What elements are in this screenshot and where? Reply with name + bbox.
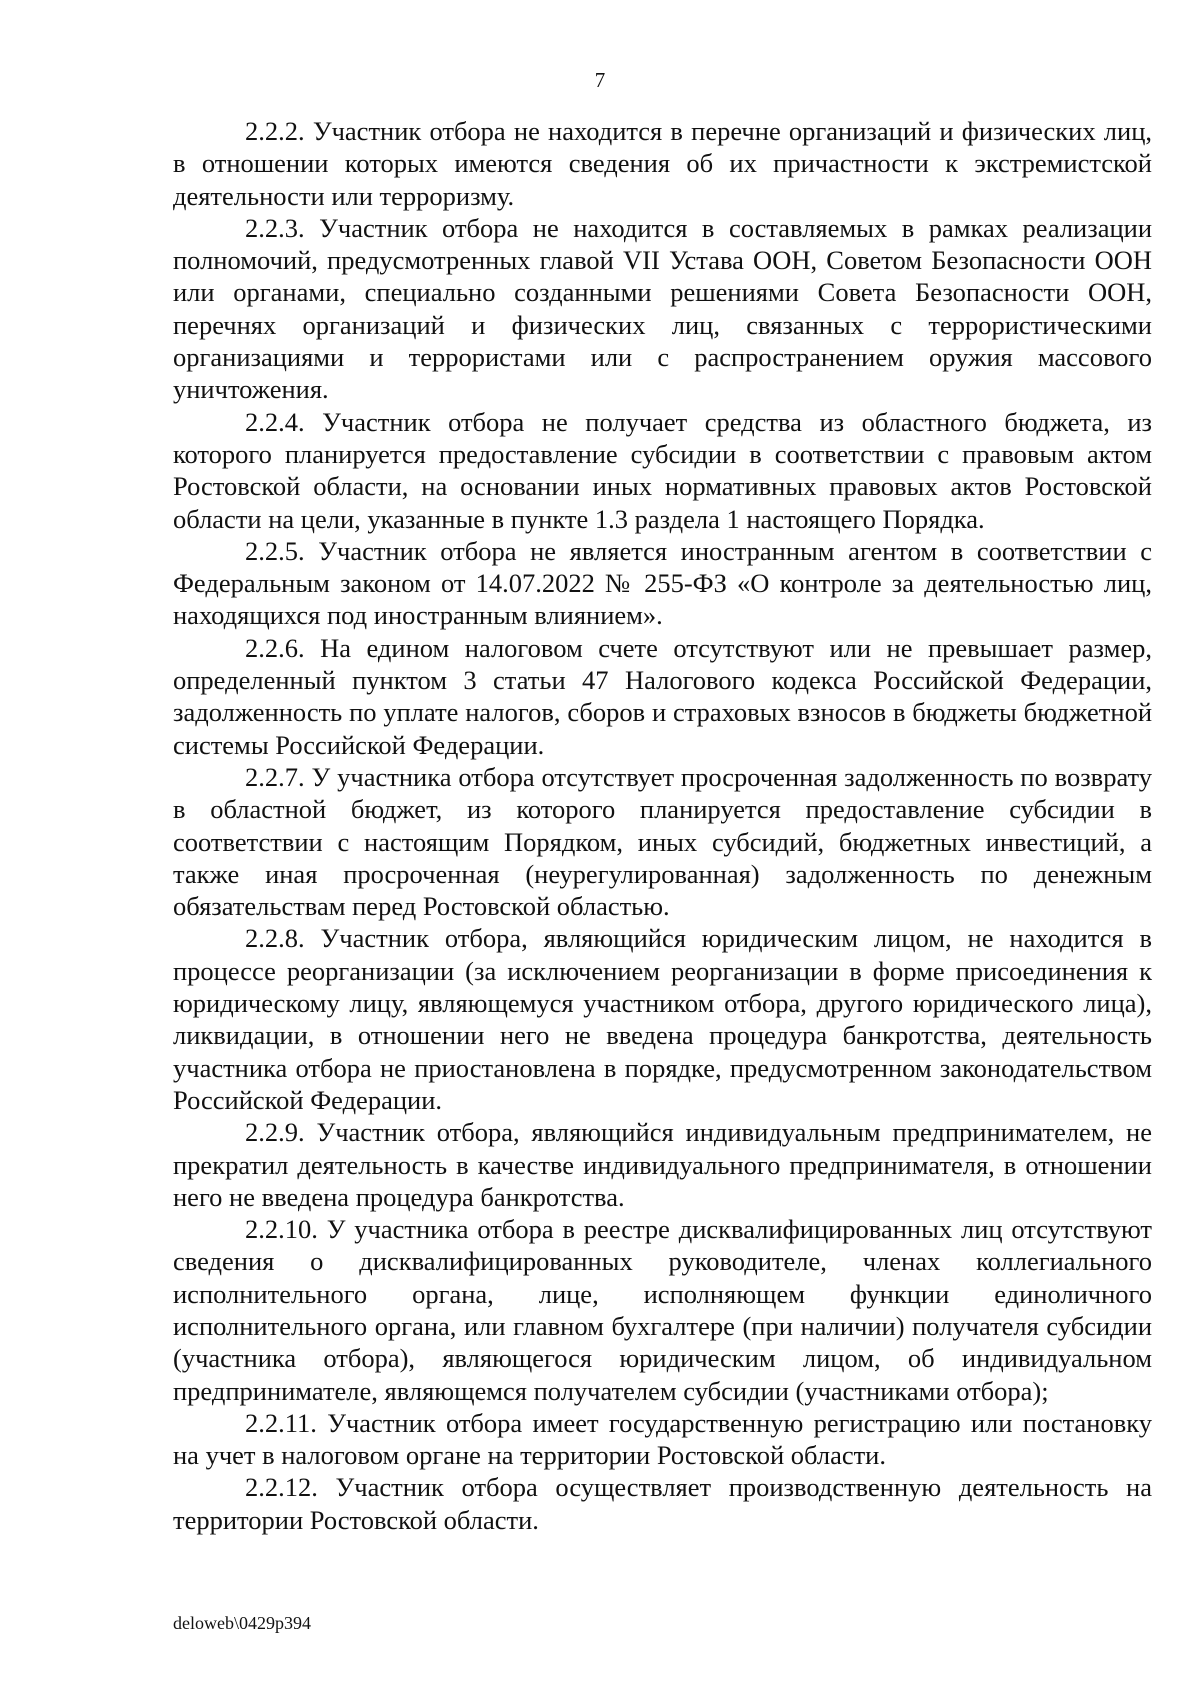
paragraph-2-2-7: 2.2.7. У участника отбора отсутствует просроченная задолженность по возврату в областной бюджет, из которого планируется предоставление субсидии в соответствии с настоящим Порядком, иных субсидий, бюджетных инвестиций, а также иная просроченная (неурегулированная) задолженность по денежным обязательствам перед Ростовской областью. bbox=[173, 761, 1152, 922]
paragraph-2-2-2: 2.2.2. Участник отбора не находится в перечне организаций и физических лиц, в отношении которых имеются сведения об их причастности к экстремистской деятельности или терроризму. bbox=[173, 116, 1152, 211]
paragraph-2-2-3: 2.2.3. Участник отбора не находится в составляемых в рамках реализации полномочий, предусмотренных главой VII Устава ООН, Советом Безопасности ООН или органами, специально созданными решениями Совета Безопасности ООН, перечнях организаций и физических лиц, связанных с террористическими организациями и террористами или с распространением оружия массового уничтожения. bbox=[173, 212, 1152, 405]
paragraph-2-2-8: 2.2.8. Участник отбора, являющийся юридическим лицом, не находится в процессе реорганизации (за исключением реорганизации в форме присоединения к юридическому лицу, являющемуся участником отбора, другого юридического лица), ликвидации, в отношении него не введена процедура банкротства, деятельность участника отбора не приостановлена в порядке, предусмотренном законодательством Российской Федерации. bbox=[173, 923, 1152, 1115]
paragraph-2-2-5: 2.2.5. Участник отбора не является иностранным агентом в соответствии с Федеральным законом от 14.07.2022 № 255-ФЗ «О контроле за деятельностью лиц, находящихся под иностранным влиянием». bbox=[173, 535, 1152, 631]
paragraph-2-2-6: 2.2.6. На едином налоговом счете отсутствуют или не превышает размер, определенный пунктом 3 статьи 47 Налогового кодекса Российской Федерации, задолженность по уплате налогов, сборов и страховых взносов в бюджеты бюджетной системы Российской Федерации. bbox=[173, 632, 1152, 760]
paragraph-2-2-12: 2.2.12. Участник отбора осуществляет производственную деятельность на территории Ростовской области. bbox=[173, 1472, 1152, 1535]
paragraph-2-2-11: 2.2.11. Участник отбора имеет государственную регистрацию или постановку на учет в налоговом органе на территории Ростовской области. bbox=[173, 1407, 1152, 1471]
paragraph-2-2-10: 2.2.10. У участника отбора в реестре дисквалифицированных лиц отсутствуют сведения о дисквалифицированных руководителе, членах коллегиального исполнительного органа, лице, исполняющем функции единоличного исполнительного органа, или главном бухгалтере (при наличии) получателя субсидии (участника отбора), являющегося юридическим лицом, об индивидуальном предпринимателе, являющемся получателем субсидии (участниками отбора); bbox=[173, 1214, 1152, 1406]
page-number: 7 bbox=[594, 68, 606, 92]
document-body bbox=[173, 115, 1152, 1536]
paragraph-2-2-4: 2.2.4. Участник отбора не получает средства из областного бюджета, из которого планируется предоставление субсидии в соответствии с правовым актом Ростовской области, на основании иных нормативных правовых актов Ростовской области на цели, указанные в пункте 1.3 раздела 1 настоящего Порядка. bbox=[173, 406, 1152, 534]
document-footer-code: deloweb\0429p394 bbox=[173, 1613, 311, 1633]
paragraph-2-2-9: 2.2.9. Участник отбора, являющийся индивидуальным предпринимателем, не прекратил деятельность в качестве индивидуального предпринимателя, в отношении него не введена процедура банкротства. bbox=[173, 1117, 1152, 1212]
